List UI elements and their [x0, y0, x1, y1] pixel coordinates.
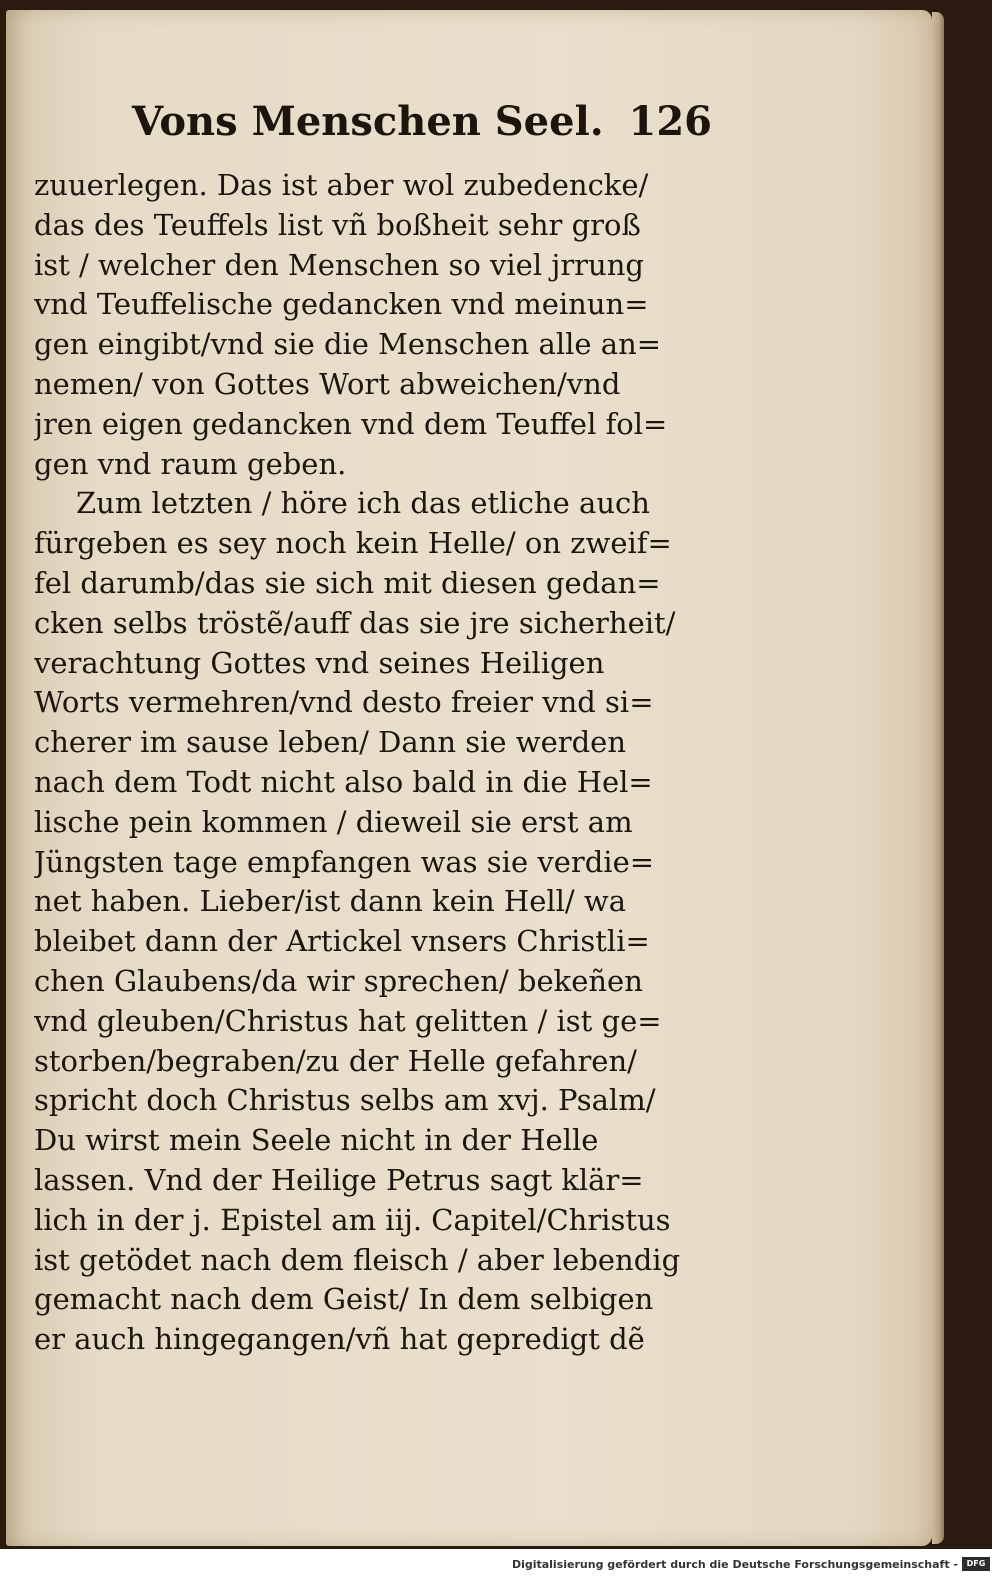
text-line: lich in der j. Epistel am iij. Capitel/Christus — [34, 1202, 671, 1237]
dfg-logo-icon: DFG — [962, 1557, 990, 1571]
text-line: nemen/ von Gottes Wort abweichen/vnd — [34, 366, 621, 401]
text-line: bleibet dann der Artickel vnsers Christli= — [34, 924, 650, 959]
footer-bar — [0, 1549, 1000, 1581]
text-line: storben/begraben/zu der Helle gefahren/ — [34, 1043, 637, 1078]
text-line: net haben. Lieber/ist dann kein Hell/ wa — [34, 884, 627, 919]
text-line: Zum letzten / höre ich das etliche auch — [76, 486, 650, 521]
text-line: ist getödet nach dem fleisch / aber lebendig — [34, 1242, 681, 1277]
text-line: das des Teuffels list vñ boßheit sehr groß — [34, 207, 641, 242]
funding-credit: Digitalisierung gefördert durch die Deutsche Forschungsgemeinschaft - — [511, 1558, 958, 1571]
text-line: spricht doch Christus selbs am xvj. Psalm/ — [34, 1083, 656, 1118]
text-line: Jüngsten tage empfangen was sie verdie= — [34, 844, 655, 879]
text-line: er auch hingegangen/vñ hat gepredigt dẽ — [34, 1322, 645, 1357]
text-line: jren eigen gedancken vnd dem Teuffel fol= — [34, 406, 668, 441]
text-line: vnd gleuben/Christus hat gelitten / ist ge= — [34, 1003, 662, 1038]
body-text — [34, 166, 724, 1360]
text-line: fürgeben es sey noch kein Helle/ on zweif= — [34, 526, 672, 561]
text-line: lische pein kommen / dieweil sie erst am — [34, 804, 633, 839]
text-line: Du wirst mein Seele nicht in der Helle — [34, 1123, 599, 1158]
text-line: Worts vermehren/vnd desto freier vnd si= — [34, 685, 654, 720]
text-line: gen vnd raum geben. — [34, 446, 347, 481]
text-line: gemacht nach dem Geist/ In dem selbigen — [34, 1282, 654, 1317]
text-line: lassen. Vnd der Heilige Petrus sagt klär= — [34, 1162, 644, 1197]
text-line: nach dem Todt nicht also bald in die Hel= — [34, 764, 653, 799]
text-line: fel darumb/das sie sich mit diesen gedan= — [34, 565, 661, 600]
text-line: gen eingibt/vnd sie die Menschen alle an= — [34, 327, 662, 362]
text-line: chen Glaubens/da wir sprechen/ bekeñen — [34, 963, 643, 998]
text-line: cherer im sause leben/ Dann sie werden — [34, 725, 627, 760]
text-line: cken selbs tröstẽ/auff das sie jre sicherheit/ — [34, 605, 676, 640]
page-number: 126 — [628, 98, 712, 145]
running-title: Vons Menschen Seel. — [132, 98, 604, 145]
text-line: verachtung Gottes vnd seines Heiligen — [34, 645, 605, 680]
text-line: zuuerlegen. Das ist aber wol zubedencke/ — [34, 168, 649, 202]
page-edge — [932, 12, 944, 1544]
page-header — [132, 98, 712, 158]
text-line: ist / welcher den Menschen so viel jrrung — [34, 247, 644, 282]
text-line: vnd Teuffelische gedancken vnd meinun= — [34, 287, 649, 322]
